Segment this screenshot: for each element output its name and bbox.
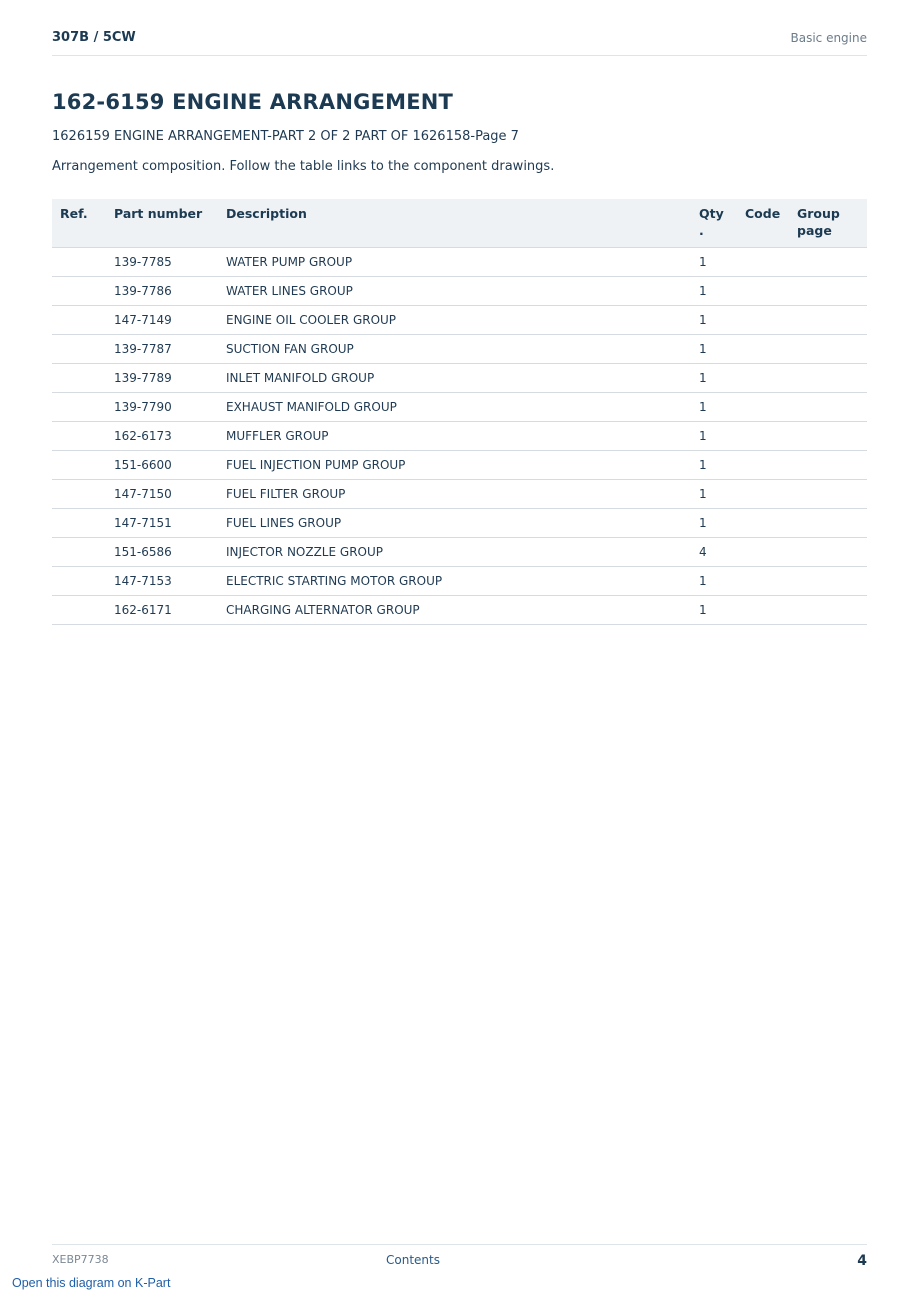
group-page-cell: [789, 248, 867, 277]
ref-cell: [52, 306, 106, 335]
code-cell: [737, 480, 789, 509]
description-cell: ENGINE OIL COOLER GROUP: [218, 306, 691, 335]
group-page-cell: [789, 567, 867, 596]
code-cell: [737, 364, 789, 393]
table-row: [52, 277, 867, 306]
description-cell: INJECTOR NOZZLE GROUP: [218, 538, 691, 567]
table-row: [52, 422, 867, 451]
ref-cell: [52, 393, 106, 422]
qty-cell: 1: [691, 248, 737, 277]
document-page: [52, 0, 867, 1300]
col-qty-header: Qty .: [691, 199, 737, 248]
description-cell: WATER LINES GROUP: [218, 277, 691, 306]
description-cell: MUFFLER GROUP: [218, 422, 691, 451]
ref-cell: [52, 567, 106, 596]
code-cell: [737, 277, 789, 306]
code-cell: [737, 509, 789, 538]
group-page-cell: [789, 480, 867, 509]
part-number-cell: 147-7149: [106, 306, 218, 335]
qty-cell: 4: [691, 538, 737, 567]
code-cell: [737, 451, 789, 480]
qty-cell: 1: [691, 567, 737, 596]
qty-cell: 1: [691, 596, 737, 625]
qty-cell: 1: [691, 509, 737, 538]
code-cell: [737, 335, 789, 364]
qty-cell: 1: [691, 393, 737, 422]
group-page-cell: [789, 422, 867, 451]
part-number-cell: 147-7153: [106, 567, 218, 596]
page-footer: [52, 1244, 867, 1269]
document-id: XEBP7738: [52, 1253, 109, 1266]
part-number-cell: 162-6173: [106, 422, 218, 451]
part-number-cell: 139-7787: [106, 335, 218, 364]
description-cell: FUEL FILTER GROUP: [218, 480, 691, 509]
table-row: [52, 248, 867, 277]
table-row: [52, 538, 867, 567]
qty-cell: 1: [691, 451, 737, 480]
qty-cell: 1: [691, 480, 737, 509]
code-cell: [737, 538, 789, 567]
col-description-header: Description: [218, 199, 691, 248]
part-number-cell: 139-7785: [106, 248, 218, 277]
code-cell: [737, 248, 789, 277]
group-page-cell: [789, 335, 867, 364]
parts-table: [52, 199, 867, 625]
col-group-page-header: Group page: [789, 199, 867, 248]
part-number-cell: 147-7150: [106, 480, 218, 509]
ref-cell: [52, 248, 106, 277]
code-cell: [737, 567, 789, 596]
open-kpart-link[interactable]: Open this diagram on K-Part: [12, 1276, 171, 1290]
part-number-cell: 147-7151: [106, 509, 218, 538]
page-header: [52, 28, 867, 56]
group-page-cell: [789, 538, 867, 567]
model-label: 307B / 5CW: [52, 30, 136, 45]
col-ref-header: Ref.: [52, 199, 106, 248]
intro-text: Arrangement composition. Follow the table links to the component drawings.: [52, 159, 555, 174]
ref-cell: [52, 451, 106, 480]
page-title: 162-6159 ENGINE ARRANGEMENT: [52, 90, 454, 114]
description-cell: FUEL LINES GROUP: [218, 509, 691, 538]
description-cell: ELECTRIC STARTING MOTOR GROUP: [218, 567, 691, 596]
page-subtitle: 1626159 ENGINE ARRANGEMENT-PART 2 OF 2 PART OF 1626158-Page 7: [52, 129, 519, 144]
part-number-cell: 139-7790: [106, 393, 218, 422]
group-page-cell: [789, 451, 867, 480]
section-label: Basic engine: [790, 31, 867, 45]
qty-cell: 1: [691, 422, 737, 451]
group-page-cell: [789, 364, 867, 393]
table-row: [52, 393, 867, 422]
table-row: [52, 364, 867, 393]
code-cell: [737, 393, 789, 422]
group-page-cell: [789, 306, 867, 335]
part-number-cell: 139-7789: [106, 364, 218, 393]
col-code-header: Code: [737, 199, 789, 248]
qty-cell: 1: [691, 277, 737, 306]
part-number-cell: 151-6600: [106, 451, 218, 480]
part-number-cell: 151-6586: [106, 538, 218, 567]
table-row: [52, 335, 867, 364]
ref-cell: [52, 277, 106, 306]
code-cell: [737, 422, 789, 451]
contents-link[interactable]: Contents: [386, 1253, 440, 1267]
qty-cell: 1: [691, 364, 737, 393]
qty-cell: 1: [691, 306, 737, 335]
description-cell: EXHAUST MANIFOLD GROUP: [218, 393, 691, 422]
ref-cell: [52, 422, 106, 451]
group-page-cell: [789, 393, 867, 422]
ref-cell: [52, 509, 106, 538]
table-row: [52, 509, 867, 538]
table-row: [52, 567, 867, 596]
qty-cell: 1: [691, 335, 737, 364]
code-cell: [737, 596, 789, 625]
page-number: 4: [857, 1253, 867, 1269]
group-page-cell: [789, 277, 867, 306]
ref-cell: [52, 364, 106, 393]
group-page-cell: [789, 596, 867, 625]
description-cell: FUEL INJECTION PUMP GROUP: [218, 451, 691, 480]
part-number-cell: 139-7786: [106, 277, 218, 306]
code-cell: [737, 306, 789, 335]
col-part-number-header: Part number: [106, 199, 218, 248]
table-row: [52, 596, 867, 625]
table-row: [52, 306, 867, 335]
table-header-row: [52, 199, 867, 248]
ref-cell: [52, 538, 106, 567]
ref-cell: [52, 480, 106, 509]
group-page-cell: [789, 509, 867, 538]
table-row: [52, 451, 867, 480]
ref-cell: [52, 335, 106, 364]
part-number-cell: 162-6171: [106, 596, 218, 625]
description-cell: INLET MANIFOLD GROUP: [218, 364, 691, 393]
description-cell: WATER PUMP GROUP: [218, 248, 691, 277]
parts-table-body: [52, 248, 867, 625]
ref-cell: [52, 596, 106, 625]
description-cell: CHARGING ALTERNATOR GROUP: [218, 596, 691, 625]
description-cell: SUCTION FAN GROUP: [218, 335, 691, 364]
table-row: [52, 480, 867, 509]
